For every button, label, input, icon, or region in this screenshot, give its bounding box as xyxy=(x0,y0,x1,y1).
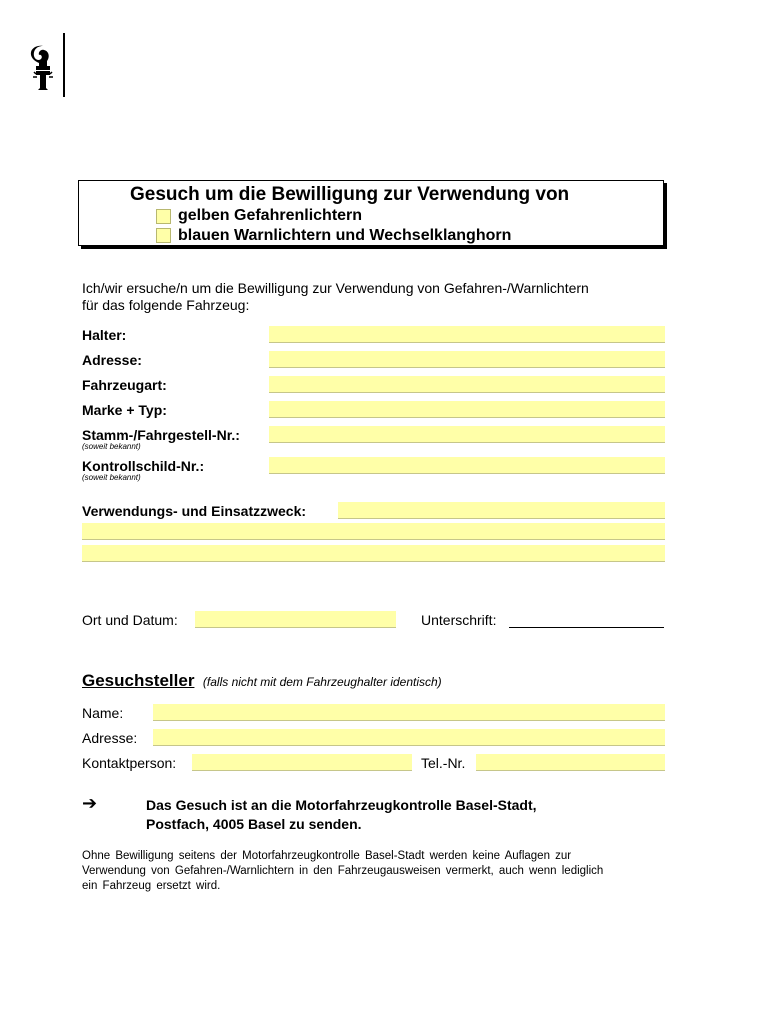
notice-line-1: Das Gesuch ist an die Motorfahrzeugkontrolle Basel-Stadt, xyxy=(146,797,537,813)
intro-line-2: für das folgende Fahrzeug: xyxy=(82,297,250,313)
form-title: Gesuch um die Bewilligung zur Verwendung von xyxy=(130,184,570,205)
unterschrift-label: Unterschrift: xyxy=(421,612,497,628)
checkbox-blaue-warnlichter[interactable] xyxy=(156,228,171,243)
ort-datum-input[interactable] xyxy=(195,611,396,628)
footnote-line-1: Ohne Bewilligung seitens der Motorfahrzeugkontrolle Basel-Stadt werden keine Auflagen zur xyxy=(82,850,572,862)
gesuchsteller-note: (falls nicht mit dem Fahrzeughalter identisch) xyxy=(202,675,442,689)
halter-label: Halter: xyxy=(82,327,127,343)
intro-line-1: Ich/wir ersuche/n um die Bewilligung zur Verwendung von Gefahren-/Warnlichtern xyxy=(82,280,589,296)
name-input[interactable] xyxy=(153,704,665,721)
notice-line-2: Postfach, 4005 Basel zu senden. xyxy=(146,816,362,832)
halter-input[interactable] xyxy=(269,326,665,343)
adresse-label: Adresse: xyxy=(82,352,142,368)
stamm-nr-label: Stamm-/Fahrgestell-Nr.: xyxy=(82,427,240,443)
arrow-right-icon: ➔ xyxy=(82,793,98,813)
stamm-nr-note: (soweit bekannt) xyxy=(82,442,141,451)
gesuchsteller-title: Gesuchsteller xyxy=(82,671,195,690)
marke-typ-input[interactable] xyxy=(269,401,665,418)
basel-coat-of-arms-logo xyxy=(28,44,58,92)
kontaktperson-input[interactable] xyxy=(192,754,412,771)
verwendungszweck-input-3[interactable] xyxy=(82,545,665,562)
kontrollschild-label: Kontrollschild-Nr.: xyxy=(82,458,205,474)
option-gelbe-label: gelben Gefahrenlichtern xyxy=(178,207,363,224)
gesuchsteller-adresse-input[interactable] xyxy=(153,729,665,746)
kontaktperson-label: Kontaktperson: xyxy=(82,755,177,771)
gesuchsteller-adresse-label: Adresse: xyxy=(82,730,138,746)
header-divider xyxy=(63,33,65,97)
adresse-input[interactable] xyxy=(269,351,665,368)
unterschrift-line[interactable] xyxy=(509,611,664,628)
footnote-line-3: ein Fahrzeug ersetzt wird. xyxy=(82,880,221,892)
gesuchsteller-heading xyxy=(82,671,442,691)
fahrzeugart-input[interactable] xyxy=(269,376,665,393)
kontrollschild-note: (soweit bekannt) xyxy=(82,473,141,482)
marke-typ-label: Marke + Typ: xyxy=(82,402,167,418)
option-blaue-label: blauen Warnlichtern und Wechselklanghorn xyxy=(178,227,512,244)
footnote-line-2: Verwendung von Gefahren-/Warnlichtern in den Fahrzeugausweisen vermerkt, auch wenn lediglich xyxy=(82,865,604,877)
stamm-nr-input[interactable] xyxy=(269,426,665,443)
fahrzeugart-label: Fahrzeugart: xyxy=(82,377,167,393)
verwendungszweck-input-1[interactable] xyxy=(338,502,665,519)
checkbox-gelbe-gefahrenlichter[interactable] xyxy=(156,209,171,224)
verwendungszweck-label: Verwendungs- und Einsatzzweck: xyxy=(82,503,307,519)
ort-datum-label: Ort und Datum: xyxy=(82,612,178,628)
kontrollschild-input[interactable] xyxy=(269,457,665,474)
tel-nr-input[interactable] xyxy=(476,754,665,771)
tel-nr-label: Tel.-Nr. xyxy=(421,755,466,771)
name-label: Name: xyxy=(82,705,124,721)
verwendungszweck-input-2[interactable] xyxy=(82,523,665,540)
